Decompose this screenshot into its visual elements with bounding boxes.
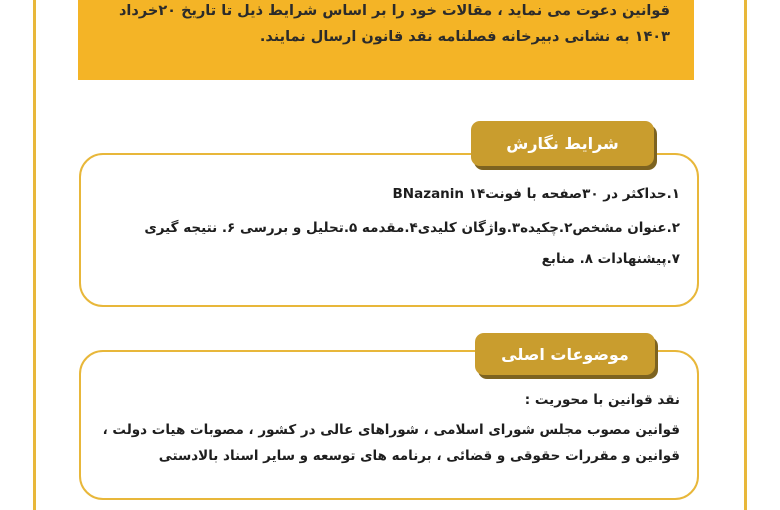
writing-condition-item-2: ۲.عنوان مشخص۲.چکیده۳.واژگان کلیدی۴.مقدمه ۵.تحلیل و بررسی ۶. نتیجه گیری <box>144 220 680 236</box>
writing-conditions-title: شرایط نگارش <box>471 121 654 166</box>
intro-banner <box>78 0 694 80</box>
intro-line-2: ۱۴۰۳ به نشانی دبیرخانه فصلنامه نقد قانون ارسال نمایند. <box>259 29 670 45</box>
main-topics-line-2: قوانین و مقررات حقوقی و قضائی ، برنامه های توسعه و سایر اسناد بالادستی <box>158 448 680 464</box>
main-topics-title: موضوعات اصلی <box>475 333 655 375</box>
intro-line-1: قوانین دعوت می نماید ، مقالات خود را بر اساس شرایط ذیل تا تاریخ ۲۰خرداد <box>118 3 670 19</box>
writing-condition-item-1: ۱.حداکثر در ۳۰صفحه با فونت۱۴ BNazanin <box>392 186 680 202</box>
main-topics-line-1: قوانین مصوب مجلس شورای اسلامی ، شوراهای عالی در کشور ، مصوبات هیات دولت ، <box>102 422 680 438</box>
writing-condition-item-3: ۷.پیشنهادات ۸. منابع <box>541 251 680 267</box>
main-topics-heading: نقد قوانین با محوریت : <box>524 392 680 408</box>
